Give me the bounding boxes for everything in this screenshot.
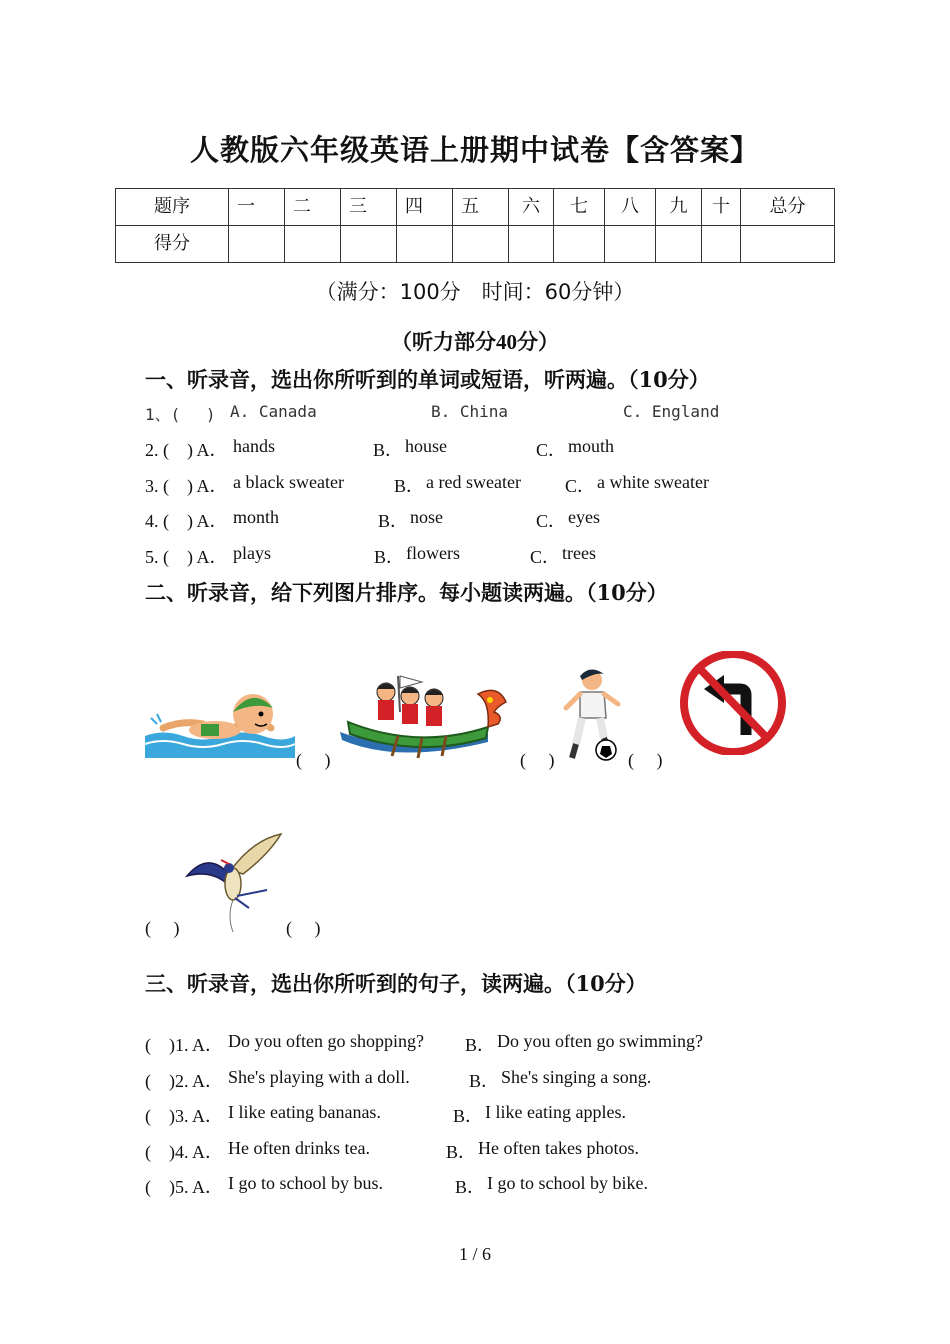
q3-option-a[interactable]: a black sweater [233, 472, 344, 492]
q4-option-c[interactable]: eyes [568, 507, 600, 527]
score-col: 四 [397, 189, 453, 226]
score-cell[interactable] [341, 226, 397, 263]
q2-prefix: 2. ( ) A． [145, 440, 228, 460]
score-cell[interactable] [554, 226, 605, 263]
q3-option-b[interactable]: a red sweater [426, 472, 521, 492]
score-row-label: 得分 [116, 226, 229, 263]
s3-q5-option-b[interactable]: I go to school by bike. [487, 1173, 648, 1193]
q1-option-c[interactable]: C. England [623, 402, 720, 421]
q5-option-c[interactable]: trees [562, 543, 596, 563]
q3-prefix: 3. ( ) A． [145, 476, 228, 496]
q1-option-b[interactable]: B. China [431, 402, 509, 421]
q2-option-c[interactable]: mouth [568, 436, 615, 456]
section3-heading: 三、听录音，选出你所听到的句子，读两遍。（10分） [145, 971, 647, 996]
q2-option-a[interactable]: hands [233, 436, 275, 456]
swimmer-icon [143, 684, 298, 764]
score-cell[interactable] [453, 226, 509, 263]
s3-q3-option-a[interactable]: I like eating bananas. [228, 1102, 381, 1122]
score-col: 九 [656, 189, 702, 226]
s3-q3-prefix: ( )3. A． [145, 1106, 223, 1126]
s3-q1-prefix: ( )1. A． [145, 1035, 223, 1055]
soccer-player-icon [560, 666, 626, 764]
score-col: 七 [554, 189, 605, 226]
s3-q4-prefix: ( )4. A． [145, 1142, 223, 1162]
score-col: 二 [285, 189, 341, 226]
picture-blank-4[interactable]: ( ) [145, 918, 180, 938]
full-score-line: （满分：100分 时间：60分钟） [315, 280, 635, 304]
s3-q5-option-a[interactable]: I go to school by bus. [228, 1173, 383, 1193]
score-col: 一 [229, 189, 285, 226]
picture-blank-2[interactable]: ( ) [520, 750, 555, 770]
s3-q4-option-b-prefix: B． [446, 1142, 477, 1162]
q4-option-a[interactable]: month [233, 507, 280, 527]
s3-q1-option-b-prefix: B． [465, 1035, 496, 1055]
score-col: 十 [702, 189, 741, 226]
q3-option-c[interactable]: a white sweater [597, 472, 709, 492]
section2-heading: 二、听录音，给下列图片排序。每小题读两遍。（10分） [145, 580, 668, 605]
no-left-turn-sign-icon [680, 651, 786, 755]
score-row-label: 题序 [116, 189, 229, 226]
q5-option-a[interactable]: plays [233, 543, 271, 563]
score-cell[interactable] [741, 226, 835, 263]
score-value-row [116, 226, 835, 263]
s3-q3-option-b-prefix: B． [453, 1106, 484, 1126]
s3-q4-option-b[interactable]: He often takes photos. [478, 1138, 639, 1158]
q4-prefix: 4. ( ) A． [145, 511, 228, 531]
s3-q3-option-b[interactable]: I like eating apples. [485, 1102, 626, 1122]
score-cell[interactable] [656, 226, 702, 263]
q4-option-c-prefix: C． [536, 511, 567, 531]
s3-q2-option-b-prefix: B． [469, 1071, 500, 1091]
q5-prefix: 5. ( ) A． [145, 547, 228, 567]
s3-q5-prefix: ( )5. A． [145, 1177, 223, 1197]
q1-prefix: 1、( ) [145, 405, 216, 424]
picture-blank-3[interactable]: ( ) [628, 750, 663, 770]
q3-option-c-prefix: C． [565, 476, 596, 496]
q2-option-c-prefix: C． [536, 440, 567, 460]
score-col: 六 [509, 189, 554, 226]
score-col: 三 [341, 189, 397, 226]
score-col: 五 [453, 189, 509, 226]
score-cell[interactable] [605, 226, 656, 263]
q3-option-b-prefix: B． [394, 476, 425, 496]
page-title: 人教版六年级英语上册期中试卷【含答案】 [189, 133, 760, 167]
score-cell[interactable] [397, 226, 453, 263]
picture-blank-5[interactable]: ( ) [286, 918, 321, 938]
dragon-boat-icon [338, 672, 510, 762]
q4-option-b[interactable]: nose [410, 507, 443, 527]
q5-option-b-prefix: B． [374, 547, 405, 567]
q5-option-b[interactable]: flowers [406, 543, 460, 563]
score-cell[interactable] [702, 226, 741, 263]
q4-option-b-prefix: B． [378, 511, 409, 531]
score-header-row [116, 189, 835, 226]
q2-option-b[interactable]: house [405, 436, 447, 456]
score-total-label: 总分 [741, 189, 835, 226]
s3-q1-option-a[interactable]: Do you often go shopping? [228, 1031, 424, 1051]
s3-q1-option-b[interactable]: Do you often go swimming? [497, 1031, 703, 1051]
score-cell[interactable] [229, 226, 285, 263]
kite-icon [183, 830, 285, 934]
page-number: 1 / 6 [458, 1244, 491, 1264]
s3-q2-option-b[interactable]: She's singing a song. [501, 1067, 652, 1087]
s3-q5-option-b-prefix: B． [455, 1177, 486, 1197]
score-cell[interactable] [285, 226, 341, 263]
score-col: 八 [605, 189, 656, 226]
q2-option-b-prefix: B． [373, 440, 404, 460]
q5-option-c-prefix: C． [530, 547, 561, 567]
s3-q4-option-a[interactable]: He often drinks tea. [228, 1138, 370, 1158]
section1-heading: 一、听录音，选出你所听到的单词或短语，听两遍。（10分） [145, 367, 710, 392]
s3-q2-prefix: ( )2. A． [145, 1071, 223, 1091]
picture-blank-1[interactable]: ( ) [296, 750, 331, 770]
score-cell[interactable] [509, 226, 554, 263]
score-table [115, 188, 835, 263]
s3-q2-option-a[interactable]: She's playing with a doll. [228, 1067, 410, 1087]
listening-part-heading: （听力部分40分） [391, 330, 559, 354]
q1-option-a[interactable]: A. Canada [230, 402, 317, 421]
